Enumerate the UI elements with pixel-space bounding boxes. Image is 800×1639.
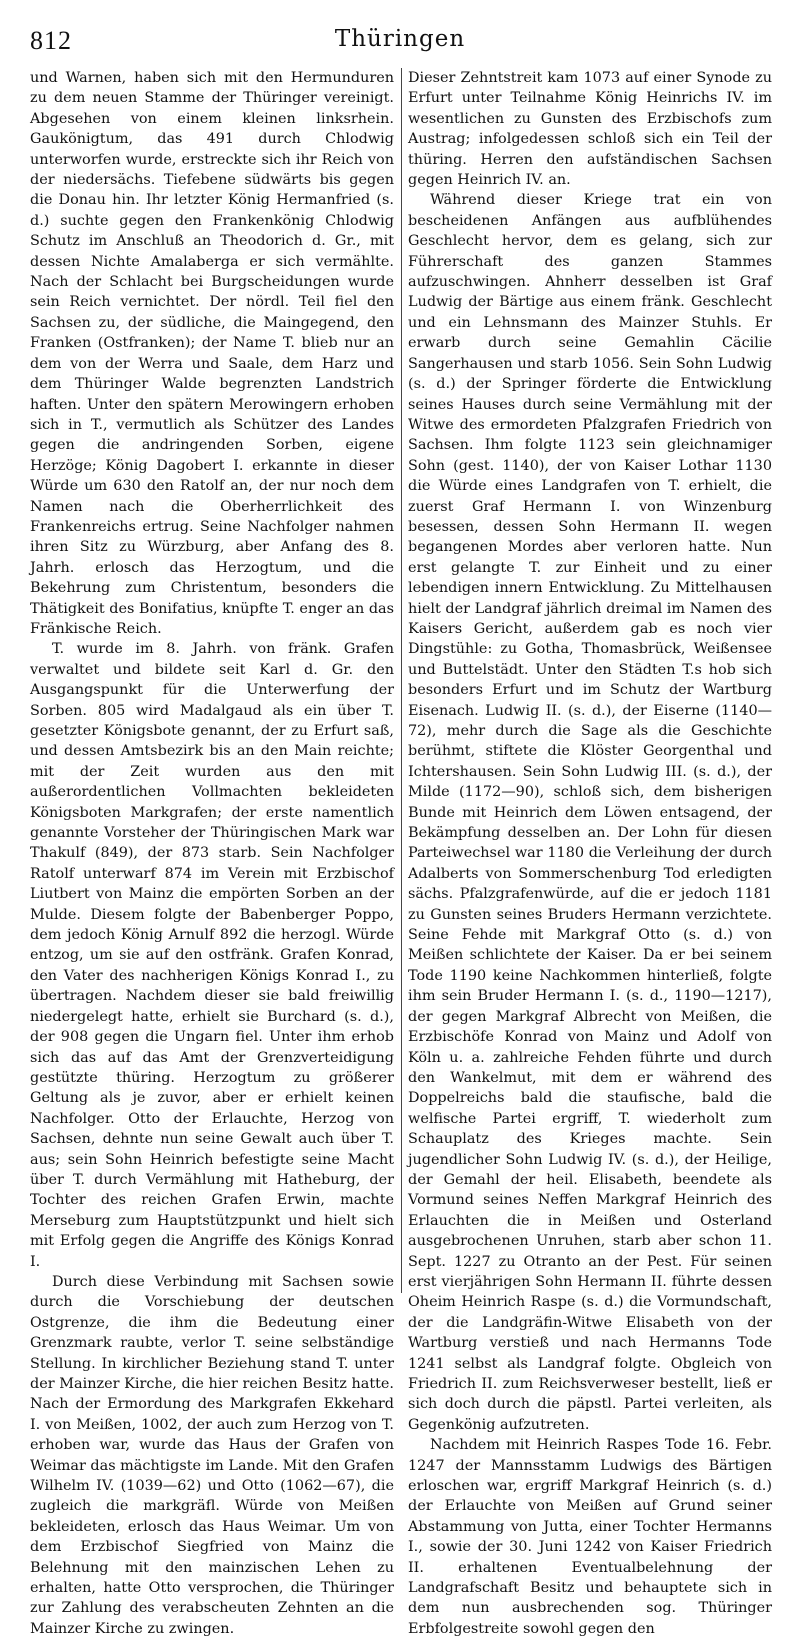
paragraph: Nachdem mit Heinrich Raspes Tode 16. Febr. 1247 der Mannsstamm Ludwigs des Bärtigen erloschen war, ergriff Markgraf Heinrich (s. d.) der Erlauchte von Meißen auf Grund seiner Abstammung von Jutta, einer Tochter Hermanns I., sowie der 30. Juni 1242 von Kaiser Friedrich II. erhaltenen Eventualbelehnung der Landgrafschaft Besitz und behauptete sich in dem nun ausbrechenden sog. Thüringer Erbfolgestreite sowohl gegen den <box>408 1437 772 1637</box>
left-column <box>30 68 395 1637</box>
paragraph: Dieser Zehntstreit kam 1073 auf einer Synode zu Erfurt unter Teilnahme König Heinrichs IV. im wesentlichen zu Gunsten des Erzbischofs zum Austrag; infolgedessen schloß sich ein Teil der thüring. Herren den aufständischen Sachsen gegen Heinrich IV. an. <box>408 70 772 189</box>
paragraph: T. wurde im 8. Jahrh. von fränk. Grafen verwaltet und bildete seit Karl d. Gr. den Ausgangspunkt für die Unterwerfung der Sorben. 805 wird Madalgaud als ein über T. gesetzter Königsbote genannt, der zu Erfurt saß, und dessen Amtsbezirk bis an den Main reichte; mit der Zeit wurden aus den mit außerordentlichen Vollmachten bekleideten Königsboten Markgrafen; der erste namentlich genannte Vorsteher der Thüringischen Mark war Thakulf (849), der 873 starb. Sein Nachfolger Ratolf unterwarf 874 im Verein mit Erzbischof Liutbert von Mainz die empörten Sorben an der Mulde. Diesem folgte der Babenberger Poppo, dem jedoch König Arnulf 892 die herzogl. Würde entzog, um sie auf den ostfränk. Grafen Konrad, den Vater des nachherigen Königs Konrad I., zu übertragen. Nachdem dieser sie bald freiwillig niedergelegt hatte, erhielt sie Burchard (s. d.), der 908 gegen die Ungarn fiel. Unter ihm erhob sich das auf das Amt der Grenzverteidigung gestützte thüring. Herzogtum zu größerer Geltung als je zuvor, aber er erhielt keinen Nachfolger. Otto der Erlauchte, Herzog von Sachsen, dehnte nun seine Gewalt auch über T. aus; sein Sohn Heinrich befestigte seine Macht über T. durch Vermählung mit Hatheburg, der Tochter des reichen Grafen Erwin, machte Merseburg zum Hauptstützpunkt und hielt sich mit Erfolg gegen die Angriffe des Königs Konrad I. <box>30 641 394 1270</box>
running-head: Thüringen <box>334 26 466 52</box>
paragraph: und Warnen, haben sich mit den Hermunduren zu dem neuen Stamme der Thüringer vereinigt. Abgesehen von einem kleinen linksrhein. Gaukönigtum, das 491 durch Chlodwig unterworfen wurde, erstreckte sich ihr Reich von der niedersächs. Tiefebene südwärts bis gegen die Donau hin. Ihr letzter König Hermanfried (s. d.) suchte gegen den Frankenkönig Chlodwig Schutz im Anschluß an Theodorich d. Gr., mit dessen Nichte Amalaberga er sich vermählte. Nach der Schlacht bei Burgscheidungen wurde sein Reich vernichtet. Der nördl. Teil fiel den Sachsen zu, der südliche, die Maingegend, den Franken (Ostfranken); der Name T. blieb nur an dem von der Werra und Saale, dem Harz und dem Thüringer Walde begrenzten Landstrich haften. Unter den spätern Merowingern erhoben sich in T., vermutlich als Schützer des Landes gegen die andringenden Sorben, eigene Herzöge; König Dagobert I. erkannte in dieser Würde um 630 den Ratolf an, der nur noch dem Namen nach die Oberherrlichkeit des Frankenreichs ertrug. Seine Nachfolger nahmen ihren Sitz zu Würzburg, aber Anfang des 8. Jahrh. erlosch das Herzogtum, und die Bekehrung zum Christentum, besonders die Thätigkeit des Bonifatius, knüpfte T. enger an das Fränkische Reich. <box>30 70 394 637</box>
column-divider <box>401 68 402 1293</box>
paragraph: Während dieser Kriege trat ein von bescheidenen Anfängen aus aufblühendes Geschlecht hervor, dem es gelang, sich zur Führerschaft des ganzen Stammes aufzuschwingen. Ahnherr desselben ist Graf Ludwig der Bärtige aus einem fränk. Geschlecht und ein Lehnsmann des Mainzer Stuhls. Er erwarb durch seine Gemahlin Cäcilie Sangerhausen und starb 1056. Sein Sohn Ludwig (s. d.) der Springer förderte die Entwicklung seines Hauses durch seine Vermählung mit der Witwe des ermordeten Pfalzgrafen Friedrich von Sachsen. Ihm folgte 1123 sein gleichnamiger Sohn (gest. 1140), der von Kaiser Lothar 1130 die Würde eines Landgrafen von T. erhielt, die zuerst Graf Hermann I. von Winzenburg besessen, dessen Sohn Hermann II. wegen begangenen Mordes aber verloren hatte. Nun erst gelangte T. zur Einheit und zu einer lebendigen innern Entwicklung. Zu Mittelhausen hielt der Landgraf jährlich dreimal im Namen des Kaisers Gericht, außerdem gab es noch vier Dingstühle: zu Gotha, Thomasbrück, Weißensee und Buttelstädt. Unter den Städten T.s hob sich besonders Erfurt und im Schutz der Wartburg Eisenach. Ludwig II. (s. d.), der Eiserne (1140—72), mehr durch die Sage als die Geschichte berühmt, stiftete die Klöster Georgenthal und Ichtershausen. Sein Sohn Ludwig III. (s. d.), der Milde (1172—90), schloß sich, dem bisherigen Bunde mit Heinrich dem Löwen entsagend, der Bekämpfung desselben an. Der Lohn für diesen Parteiwechsel war 1180 die Verleihung der durch Adalberts von Sommerschenburg Tod erledigten sächs. Pfalzgrafenwürde, auf die er jedoch 1181 zu Gunsten seines Bruders Hermann verzichtete. Seine Fehde mit Markgraf Otto (s. d.) von Meißen schlichtete der Kaiser. Da er bei seinem Tode 1190 keine Nachkommen hinterließ, folgte ihm sein Bruder Hermann I. (s. d., 1190—1217), der gegen Markgraf Albrecht von Meißen, die Erzbischöfe Konrad von Mainz und Adolf von Köln u. a. zahlreiche Fehden führte und durch den Wankelmut, mit dem er während des Doppelreichs bald die staufische, bald die welfische Partei ergriff, T. wiederholt zum Schauplatz des Krieges machte. Sein jugendlicher Sohn Ludwig IV. (s. d.), der Heilige, der Gemahl der heil. Elisabeth, beendete als Vormund seines Neffen Markgraf Heinrich des Erlauchten die in Meißen und Osterland ausgebrochenen Unruhen, starb aber schon 11. Sept. 1227 zu Otranto an der Pest. Für seinen erst vierjährigen Sohn Hermann II. führte dessen Oheim Heinrich Raspe (s. d.) die Vormundschaft, der die Landgräfin-Witwe Elisabeth von der Wartburg verstieß und nach Hermanns Tode 1241 selbst als Landgraf folgte. Obgleich von Friedrich II. zum Reichsverweser bestellt, ließ er sich doch durch die päpstl. Partei verleiten, als Gegenkönig aufzutreten. <box>408 192 772 1433</box>
right-column <box>408 68 772 1637</box>
page-header <box>30 4 770 64</box>
paragraph: Durch diese Verbindung mit Sachsen sowie durch die Vorschiebung der deutschen Ostgrenze, die ihm die Bedeutung einer Grenzmark raubte, verlor T. seine selbständige Stellung. In kirchlicher Beziehung stand T. unter der Mainzer Kirche, die hier reichen Besitz hatte. Nach der Ermordung des Markgrafen Ekkehard I. von Meißen, 1002, der auch zum Herzog von T. erhoben war, wurde das Haus der Grafen von Weimar das mächtigste im Lande. Mit den Grafen Wilhelm IV. (1039—62) und Otto (1062—67), die zugleich die markgräfl. Würde von Meißen bekleideten, erlosch das Haus Weimar. Um von dem Erzbischof Siegfried von Mainz die Belehnung mit den mainzischen Lehen zu erhalten, hatte Otto versprochen, die Thüringer zur Zahlung des verabscheuten Zehnten an die Mainzer Kirche zu zwingen. <box>30 1273 395 1637</box>
page-number: 812 <box>30 26 72 55</box>
